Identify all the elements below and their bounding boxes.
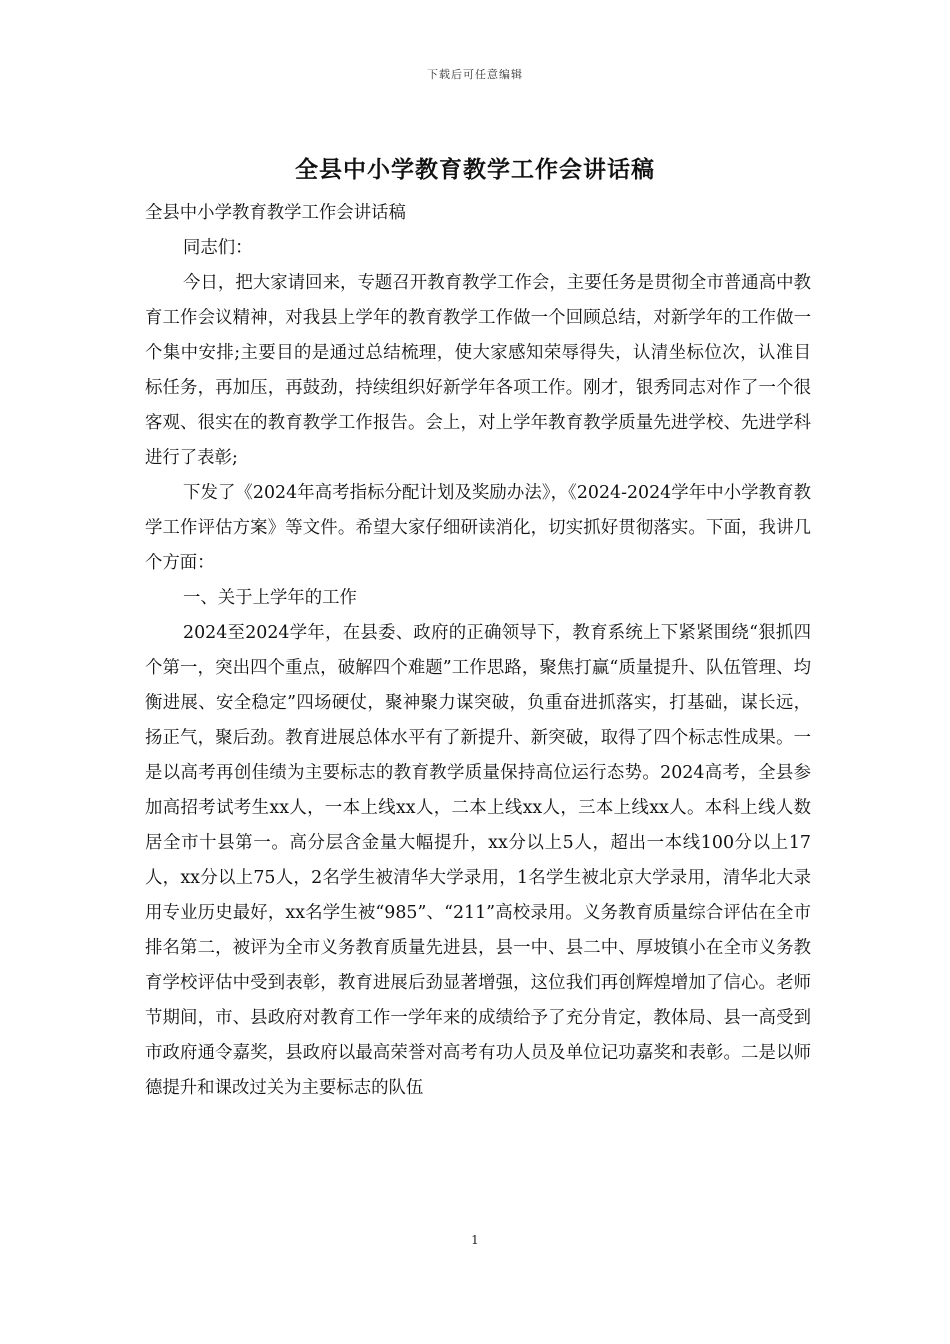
- page-number: 1: [471, 1233, 479, 1247]
- paragraph-subtitle: 全县中小学教育教学工作会讲话稿: [145, 203, 406, 223]
- document-body: [145, 196, 811, 1106]
- paragraph: 今日，把大家请回来，专题召开教育教学工作会，主要任务是贯彻全市普通高中教育工作会议精神，对我县上学年的教育教学工作做一个回顾总结，对新学年的工作做一个集中安排;主要目的是通过总结梳理，使大家感知荣辱得失，认清坐标位次，认准目标任务，再加压，再鼓劲，持续组织好新学年各项工作。刚才，银秀同志对作了一个很客观、很实在的教育教学工作报告。会上，对上学年教育教学质量先进学校、先进学科进行了表彰;: [145, 273, 811, 468]
- header-note: 下载后可任意编辑: [427, 68, 523, 81]
- paragraph: 下发了《2024年高考指标分配计划及奖励办法》，《2024-2024学年中小学教育教学工作评估方案》等文件。希望大家仔细研读消化，切实抓好贯彻落实。下面，我讲几个方面：: [145, 483, 811, 573]
- section-heading: 一、关于上学年的工作: [183, 588, 357, 608]
- paragraph: 2024至2024学年，在县委、政府的正确领导下，教育系统上下紧紧围绕“狠抓四个第一，突出四个重点，破解四个难题”工作思路，聚焦打赢“质量提升、队伍管理、均衡进展、安全稳定”四场硬仗，聚神聚力谋突破，负重奋进抓落实，打基础，谋长远，扬正气，聚后劲。教育进展总体水平有了新提升、新突破，取得了四个标志性成果。一是以高考再创佳绩为主要标志的教育教学质量保持高位运行态势。2024高考，全县参加高招考试考生xx人，一本上线xx人，二本上线xx人，三本上线xx人。本科上线人数居全市十县第一。高分层含金量大幅提升，xx分以上5人，超出一本线100分以上17人，xx分以上75人，2名学生被清华大学录用，1名学生被北京大学录用，清华北大录用专业历史最好，xx名学生被“985”、“211”高校录用。义务教育质量综合评估在全市排名第二，被评为全市义务教育质量先进县，县一中、县二中、厚坡镇小在全市义务教育学校评估中受到表彰，教育进展后劲显著增强，这位我们再创辉煌增加了信心。老师节期间，市、县政府对教育工作一学年来的成绩给予了充分肯定，教体局、县一高受到市政府通令嘉奖，县政府以最高荣誉对高考有功人员及单位记功嘉奖和表彰。二是以师德提升和课改过关为主要标志的队伍: [145, 623, 811, 1098]
- document-title: 全县中小学教育教学工作会讲话稿: [295, 156, 655, 183]
- paragraph-salutation: 同志们：: [183, 238, 253, 258]
